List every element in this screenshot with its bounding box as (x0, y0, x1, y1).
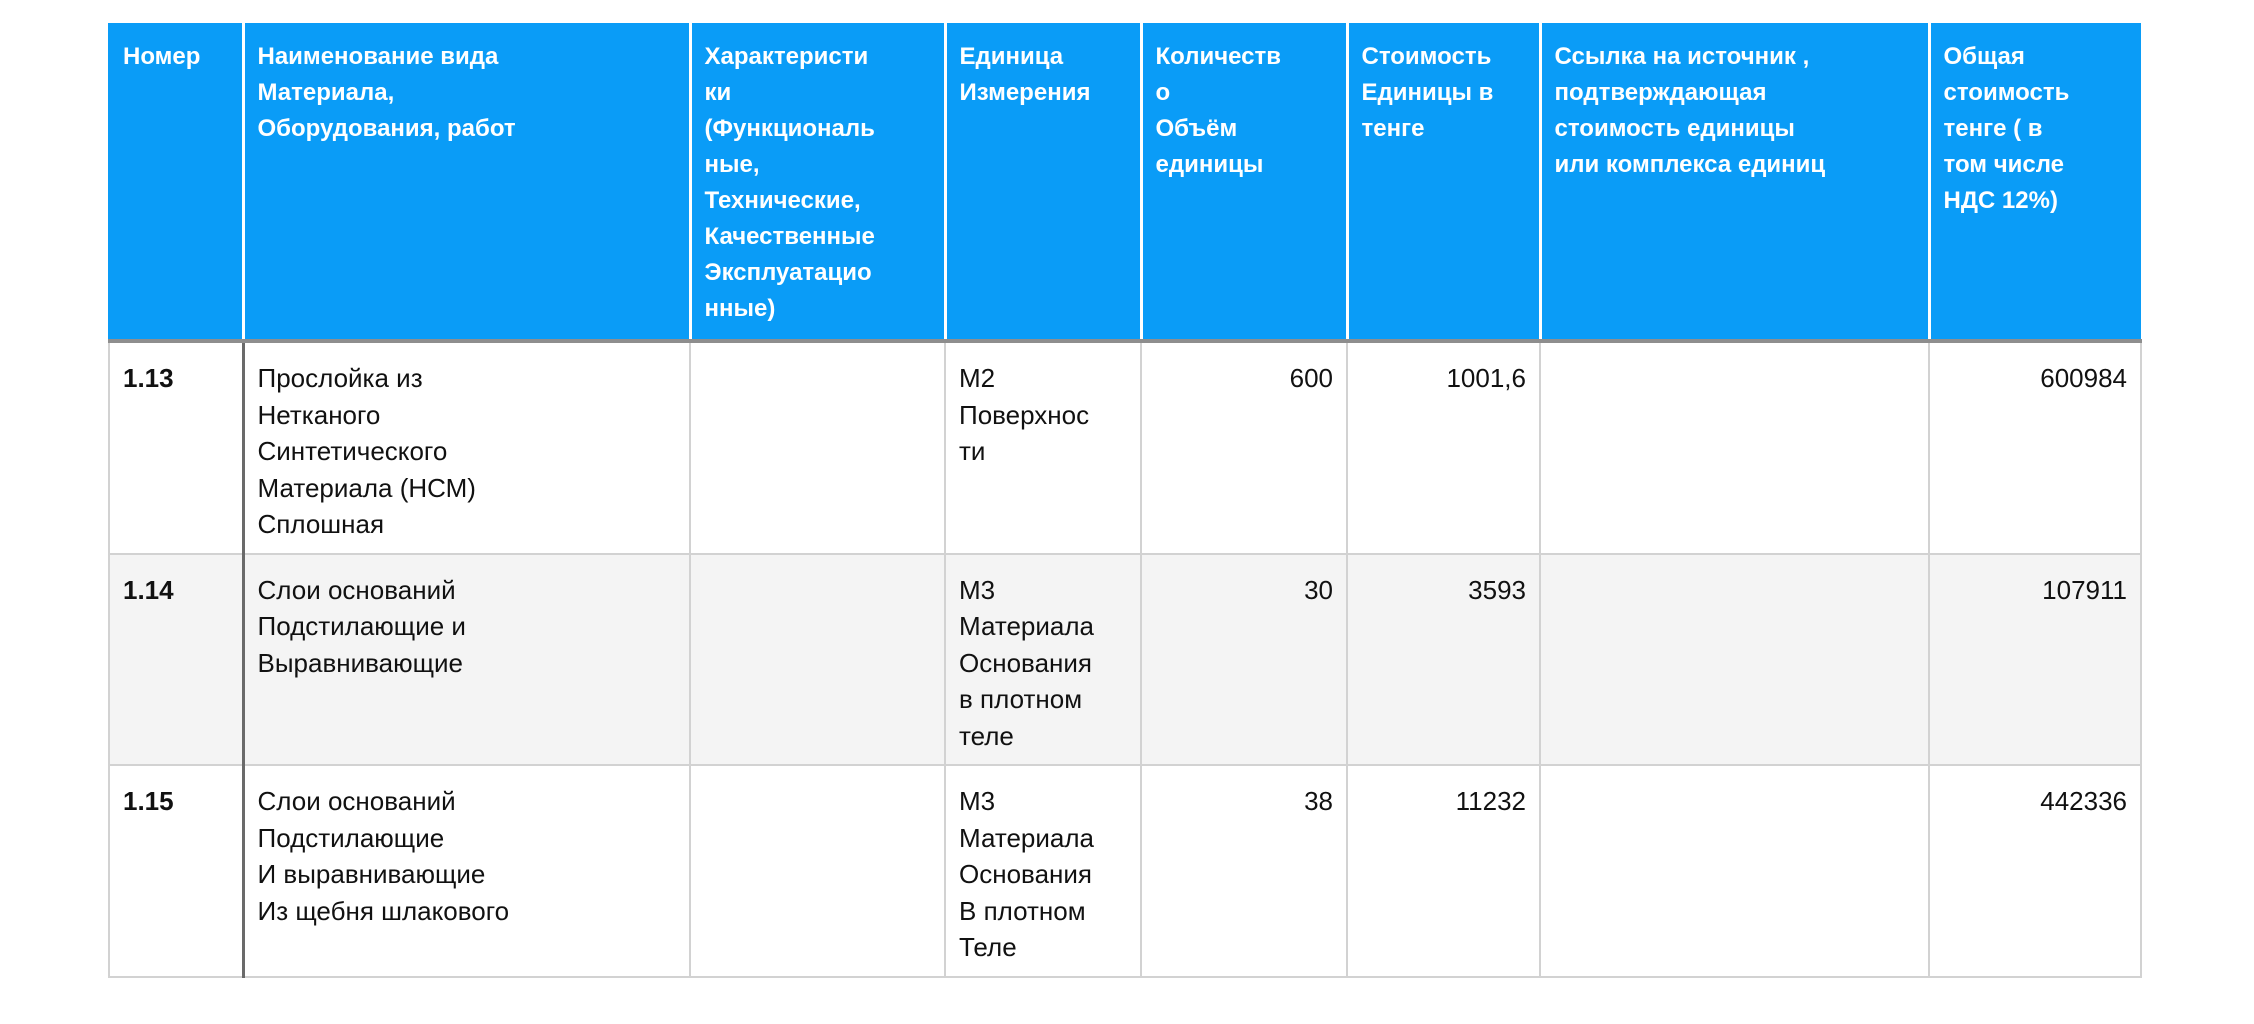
header-quantity: Количеств о Объём единицы (1141, 23, 1347, 341)
cell-name: Прослойка из Нетканого Синтетического Материала (НСМ) Сплошная (243, 341, 690, 554)
cell-quantity: 600 (1141, 341, 1347, 554)
cell-number: 1.13 (109, 341, 243, 554)
cell-source-link (1540, 765, 1929, 977)
header-row (109, 23, 2141, 341)
table-body (109, 341, 2141, 977)
cell-total-cost: 600984 (1929, 341, 2141, 554)
header-unit: Единица Измерения (945, 23, 1141, 341)
cell-quantity: 38 (1141, 765, 1347, 977)
table-row (109, 765, 2141, 977)
header-number: Номер (109, 23, 243, 341)
cell-number: 1.15 (109, 765, 243, 977)
cell-quantity: 30 (1141, 554, 1347, 766)
cell-source-link (1540, 341, 1929, 554)
cell-total-cost: 442336 (1929, 765, 2141, 977)
cell-name: Слои оснований Подстилающие И выравнивающие Из щебня шлакового (243, 765, 690, 977)
table-header (109, 23, 2141, 341)
cell-characteristics (690, 554, 945, 766)
cell-characteristics (690, 341, 945, 554)
cell-unit-cost: 1001,6 (1347, 341, 1540, 554)
cell-unit: М2 Поверхнос ти (945, 341, 1141, 554)
header-characteristics: Характеристи ки (Функциональ ные, Технические, Качественные Эксплуатацио нные) (690, 23, 945, 341)
cell-characteristics (690, 765, 945, 977)
cell-source-link (1540, 554, 1929, 766)
cell-name: Слои оснований Подстилающие и Выравнивающие (243, 554, 690, 766)
cell-unit: М3 Материала Основания в плотном теле (945, 554, 1141, 766)
cell-unit-cost: 3593 (1347, 554, 1540, 766)
header-source-link: Ссылка на источник , подтверждающая стоимость единицы или комплекса единиц (1540, 23, 1929, 341)
table-row (109, 341, 2141, 554)
header-name: Наименование вида Материала, Оборудования, работ (243, 23, 690, 341)
cell-unit: М3 Материала Основания В плотном Теле (945, 765, 1141, 977)
cell-total-cost: 107911 (1929, 554, 2141, 766)
specification-sheet (108, 23, 2140, 978)
cell-unit-cost: 11232 (1347, 765, 1540, 977)
cell-number: 1.14 (109, 554, 243, 766)
header-total-cost: Общая стоимость тенге ( в том числе НДС 12%) (1929, 23, 2141, 341)
table-row (109, 554, 2141, 766)
header-unit-cost: Стоимость Единицы в тенге (1347, 23, 1540, 341)
specification-table (108, 23, 2142, 978)
